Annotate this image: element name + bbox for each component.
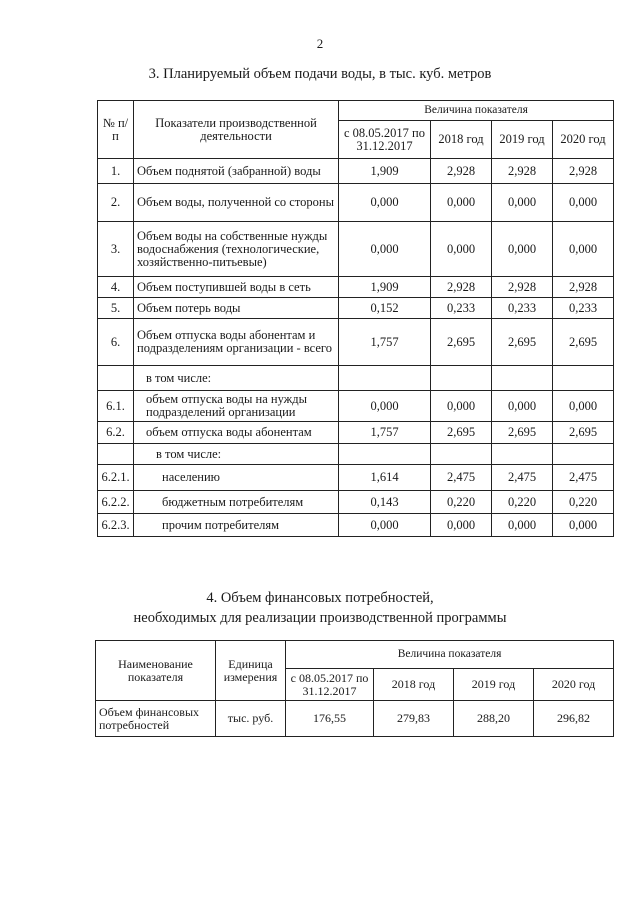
value-2018: 0,000 (431, 514, 492, 537)
value-2018: 0,233 (431, 298, 492, 319)
value-period: 0,143 (339, 491, 431, 514)
value-2018: 279,83 (374, 701, 454, 737)
value-2020: 0,000 (553, 391, 614, 422)
value-2020: 2,928 (553, 159, 614, 184)
table-row (98, 298, 614, 319)
value-2018: 0,000 (431, 391, 492, 422)
header-2018: 2018 год (374, 669, 454, 701)
value-period: 176,55 (286, 701, 374, 737)
row-num (98, 444, 134, 465)
value-2020: 2,695 (553, 319, 614, 366)
value-2018: 0,000 (431, 222, 492, 277)
page-number: 2 (316, 36, 324, 51)
value-2018: 2,928 (431, 277, 492, 298)
row-label: в том числе: (134, 366, 339, 391)
row-label: Объем потерь воды (134, 298, 339, 319)
value-period: 0,000 (339, 514, 431, 537)
value-period: 1,614 (339, 465, 431, 491)
table-row (98, 514, 614, 537)
financial-needs-table (95, 640, 614, 737)
table-row (96, 701, 614, 737)
table-row (98, 444, 614, 465)
header-num: № п/п (98, 101, 134, 159)
header-2019: 2019 год (492, 121, 553, 159)
value-2020: 0,000 (553, 222, 614, 277)
table-row (98, 319, 614, 366)
value-2020: 296,82 (534, 701, 614, 737)
value-2019 (492, 444, 553, 465)
value-2019: 2,475 (492, 465, 553, 491)
row-label: Объем воды на собственные нужды водоснабжения (технологические, хозяйственно-питьевые) (134, 222, 339, 277)
value-period: 1,909 (339, 159, 431, 184)
table-row (98, 222, 614, 277)
header-period: с 08.05.2017 по 31.12.2017 (339, 121, 431, 159)
section4-title-line2: необходимых для реализации производственной программы (133, 610, 507, 626)
section3-title: 3. Планируемый объем подачи воды, в тыс. куб. метров (148, 66, 492, 82)
row-label: Объем отпуска воды абонентам и подразделениям организации - всего (134, 319, 339, 366)
section4-title-line1: 4. Объем финансовых потребностей, (206, 590, 434, 606)
table-row (98, 422, 614, 444)
value-period: 0,000 (339, 184, 431, 222)
value-period: 0,000 (339, 391, 431, 422)
header-indicator: Показатели производственной деятельности (134, 101, 339, 159)
row-num: 4. (98, 277, 134, 298)
value-2020: 2,928 (553, 277, 614, 298)
header-2018: 2018 год (431, 121, 492, 159)
value-period: 1,909 (339, 277, 431, 298)
row-label: бюджетным потребителям (134, 491, 339, 514)
value-2019: 0,000 (492, 184, 553, 222)
header-value-group: Величина показателя (286, 641, 614, 669)
row-num: 6.1. (98, 391, 134, 422)
table-row (98, 491, 614, 514)
water-supply-table (97, 100, 614, 537)
row-unit: тыс. руб. (216, 701, 286, 737)
value-2020 (553, 444, 614, 465)
table-row (98, 366, 614, 391)
value-2018 (431, 444, 492, 465)
row-num: 5. (98, 298, 134, 319)
row-num (98, 366, 134, 391)
table-row (98, 465, 614, 491)
value-period: 0,000 (339, 222, 431, 277)
value-2018: 2,928 (431, 159, 492, 184)
value-2019: 0,000 (492, 514, 553, 537)
row-num: 6.2.3. (98, 514, 134, 537)
table-row (98, 184, 614, 222)
header-2020: 2020 год (553, 121, 614, 159)
value-2018: 2,695 (431, 422, 492, 444)
row-num: 2. (98, 184, 134, 222)
header-name: Наименование показателя (96, 641, 216, 701)
value-2019: 288,20 (454, 701, 534, 737)
value-2020: 0,000 (553, 514, 614, 537)
value-2018: 2,475 (431, 465, 492, 491)
row-label: Объем воды, полученной со стороны (134, 184, 339, 222)
table-row (98, 391, 614, 422)
table-row (98, 159, 614, 184)
header-unit: Единица измерения (216, 641, 286, 701)
value-2019: 2,928 (492, 159, 553, 184)
row-num: 6. (98, 319, 134, 366)
row-num: 1. (98, 159, 134, 184)
row-label: прочим потребителям (134, 514, 339, 537)
header-2019: 2019 год (454, 669, 534, 701)
header-period: с 08.05.2017 по 31.12.2017 (286, 669, 374, 701)
value-2018: 0,220 (431, 491, 492, 514)
value-2018: 0,000 (431, 184, 492, 222)
row-num: 6.2.1. (98, 465, 134, 491)
value-2020: 0,233 (553, 298, 614, 319)
value-2020: 0,000 (553, 184, 614, 222)
table-row (98, 277, 614, 298)
row-label: Объем поступившей воды в сеть (134, 277, 339, 298)
value-2019: 2,928 (492, 277, 553, 298)
value-2020: 2,695 (553, 422, 614, 444)
row-label: Объем поднятой (забранной) воды (134, 159, 339, 184)
value-2019: 2,695 (492, 422, 553, 444)
row-num: 6.2.2. (98, 491, 134, 514)
value-2018: 2,695 (431, 319, 492, 366)
header-2020: 2020 год (534, 669, 614, 701)
value-2019: 0,000 (492, 391, 553, 422)
section4-title (0, 588, 640, 628)
value-2020: 2,475 (553, 465, 614, 491)
header-value-group: Величина показателя (339, 101, 614, 121)
row-label: Объем финансовых потребностей (96, 701, 216, 737)
row-label: в том числе: (134, 444, 339, 465)
value-period: 1,757 (339, 319, 431, 366)
value-2019: 0,000 (492, 222, 553, 277)
value-2020: 0,220 (553, 491, 614, 514)
value-period: 1,757 (339, 422, 431, 444)
row-num: 3. (98, 222, 134, 277)
row-label: объем отпуска воды абонентам (134, 422, 339, 444)
value-2020 (553, 366, 614, 391)
value-2018 (431, 366, 492, 391)
row-label: объем отпуска воды на нужды подразделений организации (134, 391, 339, 422)
value-period (339, 444, 431, 465)
value-2019 (492, 366, 553, 391)
value-period: 0,152 (339, 298, 431, 319)
value-2019: 0,220 (492, 491, 553, 514)
row-num: 6.2. (98, 422, 134, 444)
value-period (339, 366, 431, 391)
row-label: населению (134, 465, 339, 491)
value-2019: 2,695 (492, 319, 553, 366)
value-2019: 0,233 (492, 298, 553, 319)
